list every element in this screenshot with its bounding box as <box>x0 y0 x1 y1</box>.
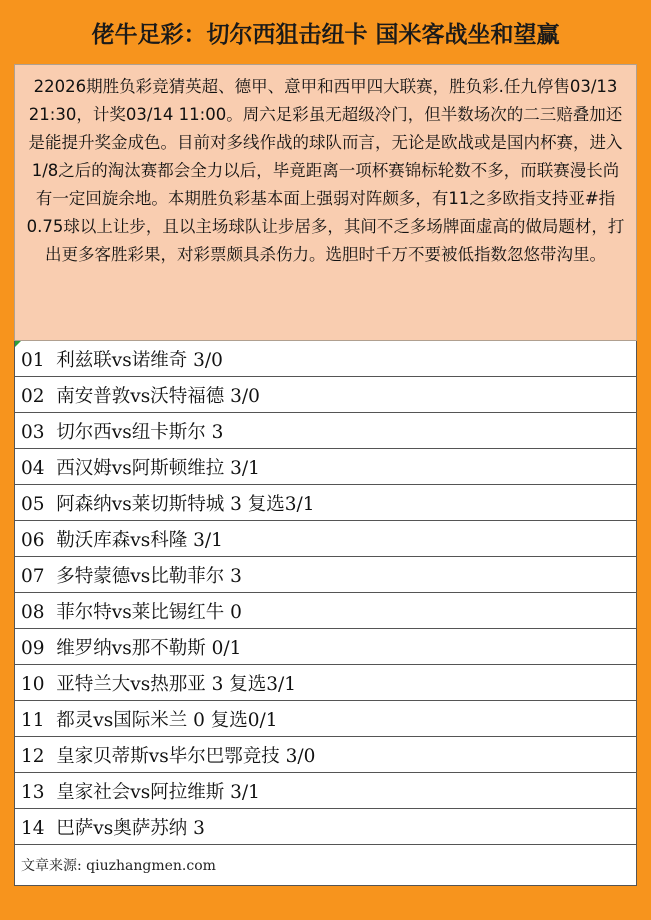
corner-marker <box>15 341 21 347</box>
match-row: 01 利兹联vs诺维奇 3/0 <box>15 341 636 377</box>
article-title: 佬牛足彩：切尔西狙击纽卡 国米客战坐和望赢 <box>91 21 560 48</box>
match-row: 11 都灵vs国际米兰 0 复选0/1 <box>15 701 636 737</box>
match-row: 06 勒沃库森vs科隆 3/1 <box>15 521 636 557</box>
intro-paragraph: 22026期胜负彩竞猜英超、德甲、意甲和西甲四大联赛，胜负彩.任九停售03/13 21:30，计奖03/14 11:00。周六足彩虽无超级冷门，但半数场次的二三赔叠加还是能提升奖金成色。目前对多线作战的球队而言，无论是欧战或是国内杯赛，进入1/8之后的淘汰赛都会全力以后，毕竟距离一项杯赛锦标轮数不多，而联赛漫长尚有一定回旋余地。本期胜负彩基本面上强弱对阵颇多，有11之多欧指支持亚#指0.75球以上让步，且以主场球队让步居多，其间不乏多场牌面虚高的做局题材，打出更多客胜彩果，对彩票颇具杀伤力。选胆时千万不要被低指数忽悠带沟里。 <box>14 64 637 341</box>
match-row: 08 菲尔特vs莱比锡红牛 0 <box>15 593 636 629</box>
match-list <box>14 341 637 886</box>
match-row: 02 南安普敦vs沃特福德 3/0 <box>15 377 636 413</box>
article-source: 文章来源: qiuzhangmen.com <box>21 858 216 874</box>
match-row: 05 阿森纳vs莱切斯特城 3 复选3/1 <box>15 485 636 521</box>
article-frame <box>14 0 637 906</box>
match-row: 09 维罗纳vs那不勒斯 0/1 <box>15 629 636 665</box>
match-row: 13 皇家社会vs阿拉维斯 3/1 <box>15 773 636 809</box>
match-row: 04 西汉姆vs阿斯顿维拉 3/1 <box>15 449 636 485</box>
match-row: 07 多特蒙德vs比勒菲尔 3 <box>15 557 636 593</box>
match-row: 14 巴萨vs奥萨苏纳 3 <box>15 809 636 845</box>
match-row: 03 切尔西vs纽卡斯尔 3 <box>15 413 636 449</box>
match-row: 10 亚特兰大vs热那亚 3 复选3/1 <box>15 665 636 701</box>
match-row: 12 皇家贝蒂斯vs毕尔巴鄂竞技 3/0 <box>15 737 636 773</box>
